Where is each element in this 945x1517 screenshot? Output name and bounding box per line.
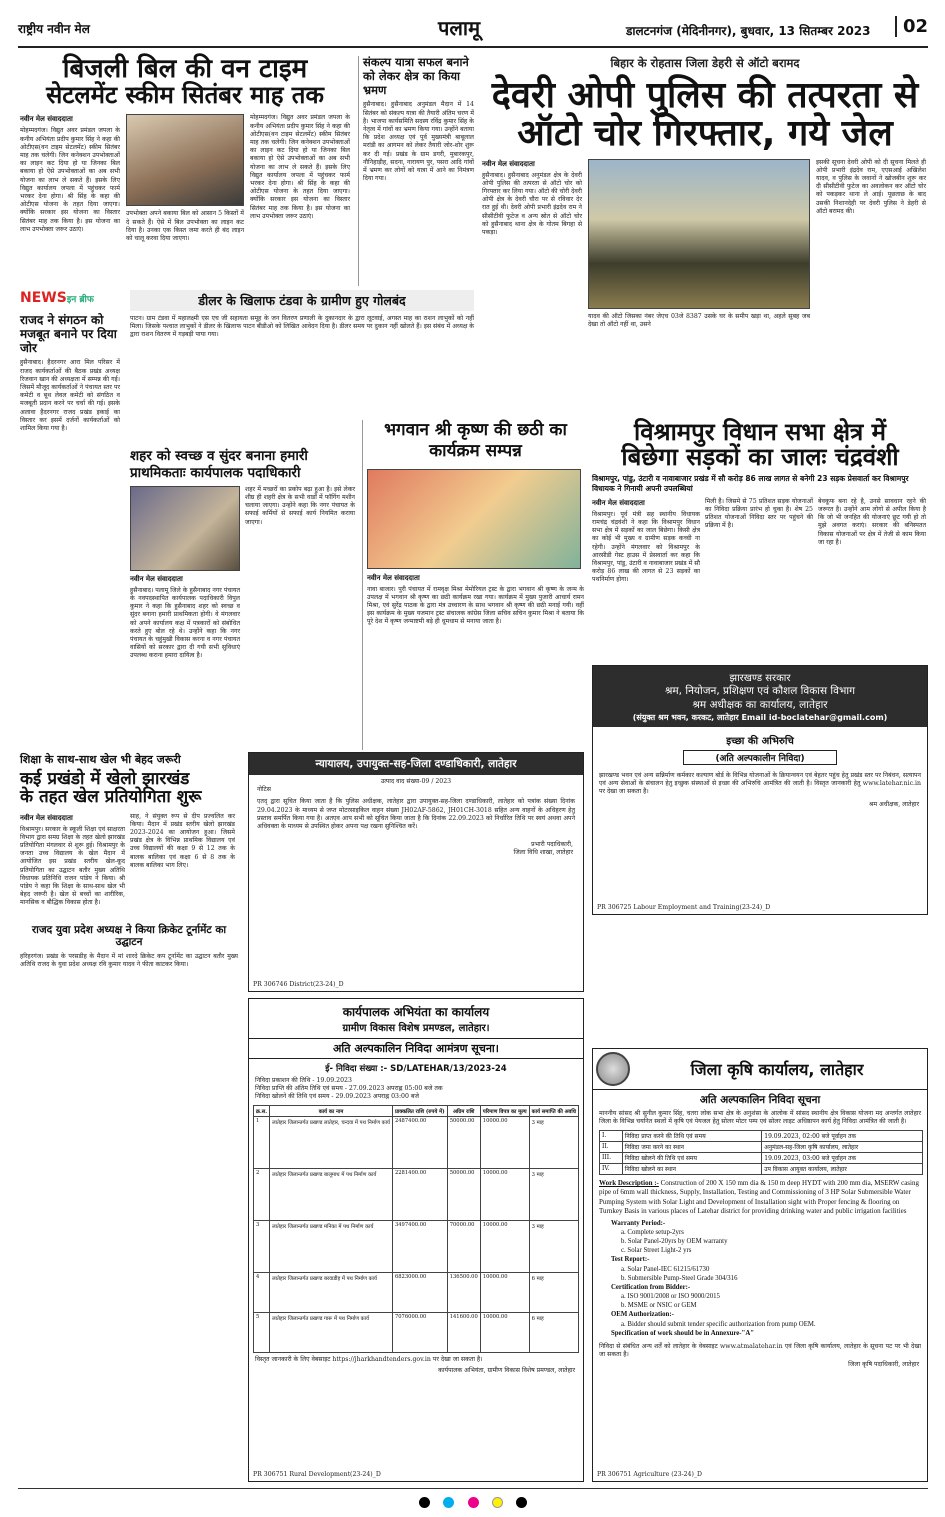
- headline: भगवान श्री कृष्ण की छठी का कार्यक्रम सम्पन्न: [384, 420, 567, 462]
- story-khelo-jharkhand: [20, 752, 238, 1482]
- registration-dot-magenta: [468, 1497, 479, 1508]
- ad-rural-tender: [248, 998, 584, 1482]
- body-text-3: बेवकूफ बना रहे है, उनसे सावधान रहने की जरूरत है। उन्होंने आम लोगो से अपील किया है कि जो भी जनहित की योजनाएं छूट गयी हो तो मुझे अवगत कराएं। सरकार की बनिस्पतत विकास योजनाओं पर क्षेत्र में तेजी से काम किया जा रहा है।: [818, 497, 926, 546]
- list-item: Warranty Period:-: [611, 1219, 666, 1227]
- ad-header: झारखण्ड सरकार श्रम, नियोजन, प्रशिक्षण एवं कौशल विकास विभाग श्रम अधीक्षक का कार्यालय, लातेहार (संयुक्त श्रम भवन, करकट, लातेहार Email id-boclatehar@gmail.com): [593, 666, 927, 727]
- body-text-2: मिली है। जिसमे से 75 प्रतिशत सड़क योजनाओं का निविदा प्रक्रिया प्रारंभ हो चुका है। शेष 25 प्रतिशत योजनाओं निविदा स्तर पर पहुंचने की प्रक्रिया में है।: [705, 497, 813, 530]
- ad-title: कार्यपालक अभियंता का कार्यालय: [342, 1005, 490, 1019]
- story-auto-chor: [482, 56, 928, 381]
- auto-photo: [588, 159, 810, 309]
- byline: नवीन मेल संवाददाता: [367, 572, 420, 582]
- table-row: 5 लातेहार जिलान्तर्गत प्रखण्ड गारू में पथ निर्माण कार्य 7076000.00 141600.00 10000.00 6 माह: [254, 1312, 579, 1352]
- registration-dot-yellow: [492, 1497, 503, 1508]
- headline: संकल्प यात्रा सफल बनाने को लेकर क्षेत्र का किया भ्रमण: [363, 55, 469, 97]
- body-text-2: इसकी सूचना देवरी ओपी को दी सूचना मिलते ही ओपी प्रभारी इंद्रदेव राम, एएसआई अखिलेश यादव, व पुलिस के जवानों ने खोजबीन शुरू कर दी सीसीटीवी फुटेज का अवलोकन कर ऑटो चोर को पकड़कर थाना ले आई। पूछताछ के बाद उसकी निशानदेही पर देवरी पुलिस ने डेहरी से ऑटो बरामद की।: [816, 158, 926, 215]
- list-item: Certification from Bidder:-: [611, 1283, 691, 1291]
- ad-body: एतद् द्वारा सूचित किया जाता है कि पुलिस अधीक्षक, लातेहार द्वारा उपायुक्त-सह-जिला दण्डाधिकारी, लातेहार को पत्रांक संख्या दिनांक 29.04.2023 के माध्यम से जप्त मोटरसाइकिल वाहन संख्या JH02AF-5862, JH01CH-3018 सहित अन्य वाहनों के अधिहरण हेतु प्रस्ताव समर्पित किया गया है। अतएव आप सभी को सूचित किया जाता है कि दिनांक 22.09.2023 को निर्धारित तिथि पर स्वयं अथवा अपने अधिवक्ता के माध्यम से उपस्थित होकर अपना पक्ष रखना सुनिश्चित करें।: [257, 798, 575, 830]
- ad-agriculture-tender: [592, 1048, 928, 1482]
- news-tag: NEWSइन ब्रीफ: [20, 290, 94, 306]
- headline: विश्रामपुर विधान सभा क्षेत्र में: [634, 418, 886, 446]
- headline: राजद ने संगठन को मजबूत बनाने पर दिया जोर: [20, 313, 117, 355]
- case-number: उत्पाद वाद संख्या-09 / 2023: [380, 778, 452, 785]
- registration-dot-cyan: [443, 1497, 454, 1508]
- registration-dot-black: [419, 1497, 430, 1508]
- body-text: नावा बाजार। पुरी पंचायत में रामवृक्ष मिश्रा मेमोरियल ट्रस्ट के द्वारा भगवान श्री कृष्ण के जन्म के उपलक्ष में भगवान श्री कृष्ण का छठी कार्यक्रम रखा गया। कार्यक्रम में मुख्य पुजारी आचार्य रामन मिश्रा, एवं सुरेंद्र पाठक के द्वारा मंत्र उच्चारण के साथ भगवान श्री कृष्ण की छठी मनाई गयी। वहीं इस कार्यक्रम के मुख्य यजमान ट्रस्ट संचालक कांग्रेस जिला सचिव सचिन कुमार मिश्रा ने बताया कि पूरे देश में कृष्ण जन्माष्टमी बड़े ही धूमधाम से मनाया जाता है।: [367, 585, 584, 626]
- page-name: पलामू: [438, 16, 481, 40]
- list-item: b. Solar Panel-20yrs by OEM warranty: [621, 1238, 728, 1246]
- ad-signature: कार्यपालक अभियंता, ग्रामीण विकास विशेष प्रमण्डल, लातेहार: [438, 1366, 575, 1374]
- byline: नवीन मेल संवाददाता: [20, 812, 73, 822]
- table-row: 3 लातेहार जिलान्तर्गत प्रखण्ड मनिका में पथ निर्माण कार्य 3497400.00 70000.00 10000.00 3 माह: [254, 1220, 579, 1272]
- body-text-2: साह, ने संयुक्त रूप से दीप प्रज्वलित कर किया। मैदान में प्रखंड स्तरीय खेलो झारखंड 2023-2024 का आयोजन हुआ। जिसमे प्रखंड क्षेत्र के विभिन्न प्राथमिक विद्यालय एवं उच्च विद्यालयों की कक्षा 9 से 12 तक के बालक बालिका एवं कक्षा 6 से 8 तक के बालक बालिका भाग लिए।: [130, 812, 235, 869]
- color-registration-bar: [18, 1488, 928, 1506]
- body-text-3: हरिहरगंज। प्रखंड के परसडीह के मैदान में मां शारदे क्रिकेट कप टूर्नामेंट का उद्घाटन बतौर मुख्य अतिथि राजद के युवा प्रदेश अध्यक्ष रवि कुमार यादव ने फीता काटकर किया।: [20, 952, 238, 968]
- kicker: बिहार के रोहतास जिला डेहरी से ऑटो बरामद: [610, 56, 800, 70]
- body-text: विश्रामपुर। सरकार के स्कूली शिक्षा एवं साक्षरता विभाग द्वारा समग्र शिक्षा के तहत खेलो झारखंड प्रतियोगिता मंगलवार से शुरू हुई। विश्रामपुर के जनता उच्च विद्यालय के खेल मैदान में आयोजित इस प्रखंड स्तरीय खेल-कूद प्रतियोगिता का उद्घाटन बतौर मुख्य अतिथि विधायक प्रतिनिधि राजन पांडेय ने किया। श्री पांडेय ने कहा कि शिक्षा के साथ-साथ खेल भी बेहद जरूरी है। खेल से बच्चों का शारीरिक, मानसिक व बौद्धिक विकास होता है।: [20, 825, 125, 907]
- headline: देवरी ओपी पुलिस की तत्परता से: [491, 75, 919, 116]
- table-row: 2 लातेहार जिलान्तर्गत प्रखण्ड बालूमाथ में पथ निर्माण कार्य 2281400.00 50000.00 10000.00 3 माह: [254, 1168, 579, 1220]
- list-item: c. Solar Street Light-2 yrs: [621, 1247, 692, 1255]
- byline: नवीन मेल संवाददाता: [130, 573, 183, 583]
- story-shahar-swachh: [130, 448, 355, 748]
- news-brief: [20, 290, 120, 750]
- ad-signature: श्रम अधीक्षक, लातेहार: [868, 800, 919, 808]
- headline: शहर को स्वच्छ व सुंदर बनाना हमारी प्राथमिकताः कार्यपालक पदाधिकारी: [130, 448, 308, 481]
- ad-intro: माननीय सांसद श्री सुनील कुमार सिंह, चतरा लोक सभा क्षेत्र के अनुशंसा के आलोक में सांसद स्थानीय क्षेत्र विकास योजना मद अन्तर्गत लातेहार जिला के विभिन्न चयनित स्थलों में कृषि एवं पेयजल हेतु सोलर मोटर पम्प एवं सोलर लाइट अधिष्ठापन कार्य हेतु निविदा आमंत्रित की जाती है।: [599, 1110, 921, 1126]
- ad-subtitle: अति अल्पकालिन निविदा सूचना: [699, 1094, 821, 1106]
- story-vishrampur-sadak: [592, 420, 928, 660]
- dateline: डालटनगंज (मेदिनीनगर), बुधवार, 13 सितम्बर 2023: [626, 24, 871, 38]
- headline: कई प्रखंडो में खेलो झारखंड: [20, 769, 190, 789]
- ad-pr-number: PR 306751 Rural Development(23-24)_D: [253, 1470, 381, 1478]
- ad-subtitle: (अति अल्पकालीन निविदा): [683, 750, 837, 765]
- kicker: शिक्षा के साथ-साथ खेल भी बेहद जरूरी: [20, 753, 181, 766]
- official-photo: [130, 486, 240, 571]
- list-item: OEM Authorization:-: [611, 1311, 674, 1319]
- ad-pr-number: PR 306725 Labour Employment and Training(23-24)_D: [597, 903, 771, 911]
- body-text-2: शहर में मच्छरों का प्रकोप बढ़ा हुआ है। इसे लेकर शीघ्र ही शहरी क्षेत्र के सभी वार्डों में फॉगिंग मशीन चलाया जाएगा। उन्होंने कहा कि नगर पंचायत के सफाई कर्मियों से सफाई कार्य नियमित कराया जाएगा।: [245, 485, 355, 526]
- table-row: 1 लातेहार जिलान्तर्गत प्रखण्ड लातेहार, चन्दवा में पथ निर्माण कार्य 2487400.00 50000.00 10000.00 3 माह: [254, 1116, 579, 1168]
- portrait-photo: [126, 114, 244, 206]
- table-row: II. निविदा जमा करने का स्थान अनुमंडल-सह-जिला कृषि कार्यालय, लातेहार: [600, 1142, 923, 1153]
- signature-2: जिला विधि शाखा, लातेहार: [513, 849, 573, 857]
- story-sankalp-yatra: [358, 56, 474, 286]
- body-text: हुसैनाबाद। हुसैनाबाद अनुमंडल मैदान में 14 सितंबर को संकल्प यात्रा की तैयारी अंतिम चरण में है। भाजपा कार्यसमिति सदस्य रविंद्र कुमार सिंह के नेतृत्व में गांवों का भ्रमण किया गया। उन्होंने बताया कि प्रदेश अध्यक्ष एवं पूर्व मुख्यमंत्री बाबूलाल मरांडी का आगमन को लेकर तैयारी जोर-शोर शुरू कर दी गई। प्रखंड के ग्राम डगरी, मुबारकपुर, नौनिहाड़ीह, सदना, नारायण पुर, पसरा आदि गांवों में भ्रमण कर लोगों को यात्रा में आने का निमंत्रण दिया गया।: [363, 101, 474, 183]
- ad-title: इच्छा की अभिरुचि: [726, 736, 794, 747]
- photo-caption: यादव की ऑटो जिसका नंबर जेएच 03जे 8387 उसके घर के समीप खड़ा था, अहले सुबह जब देखा तो ऑटो नहीं था, उसने: [588, 312, 810, 328]
- story-dealer: [130, 290, 474, 440]
- list-item: b. Submersible Pump-Steel Grade 304/316: [621, 1274, 738, 1282]
- tender-footer: विस्तृत जानकारी के लिए वेबसाइट https://jharkhandtenders.gov.in पर देखा जा सकता है।: [255, 1355, 483, 1363]
- body-text: हुसैनाबाद। हैदरनगर आरा मिल परिसर में राजद कार्यकर्ताओं की बैठक प्रखंड अध्यक्ष रिजवान खान की अध्यक्षता में सम्पन्न की गई। जिसमें मौजूद कार्यकर्ताओं ने पंचायत स्तर पर कमेटी व बूथ लेवल कमेटी को संगठित व मजबूती प्रदान करने पर चर्चा की गई। इसके अलावा हैदरनगर राजद प्रखंड इकाई का विस्तार कर इसमें दर्जनों कार्यकर्ताओं को शामिल किया गया है।: [20, 359, 120, 432]
- headline: डीलर के खिलाफ टंडवा के ग्रामीण हुए गोलबंद: [130, 290, 474, 311]
- deck: विश्रामपुर, पांडु, उंटारी व नावाबाजार प्रखंड में सौ करोड़ 86 लाख लागत से बनेगी 23 सड़क प्रेसवार्ता कर विश्रामपुर विधायक ने गिनायी अपनी उपलब्धियां: [592, 474, 909, 494]
- subhead: राजद युवा प्रदेश अध्यक्ष ने किया क्रिकेट टूर्नामेंट का उद्घाटन: [31, 923, 227, 949]
- list-item: a. Solar Panel-IEC 61215/61730: [621, 1265, 710, 1273]
- story-bijli-bill: [20, 56, 350, 286]
- tender-info: निविदा प्रकाशन की तिथि - 19.09.2023 निविदा प्राप्ति की अंतिम तिथि एवं समय - 27.09.2023 अपराह्न 05:00 बजे तक निविदा खोलने की तिथि एवं समय - 29.09.2023 अपराह्न 03:00 बजे: [255, 1077, 443, 1101]
- list-item: Specification of work should be in Annexure-"A": [611, 1329, 754, 1337]
- ad-title: जिला कृषि कार्यालय, लातेहार: [690, 1060, 864, 1079]
- ad-subtitle: ग्रामीण विकास विशेष प्रमण्डल, लातेहार।: [342, 1023, 490, 1034]
- ad-court-notice: [248, 752, 584, 992]
- ad-pr-number: PR 306751 Agriculture (23-24)_D: [597, 1470, 702, 1478]
- body-text: विश्रामपुर। पूर्व मंत्री सह स्थानीय विधायक रामचंद्र चंद्रवंशी ने कहा कि विश्रामपुर विधान सभा क्षेत्र में सड़कों का जाल बिछेगा। किसी क्षेत्र का कोई भी मुख्य व ग्रामीण सड़क कच्ची ना रहेगी। उन्होंने मंगलवार को विश्रामपुर के आरसीडी गेस्ट हाउस में प्रेसवार्ता कर कहा कि विश्रामपुर, पांडु, उंटारी व नावाबाजार प्रखंड में सौ करोड़ 86 लाख की लागत से 23 सड़कों का पथनिर्माण होगा।: [592, 510, 700, 584]
- body-text: पाटन। ग्राम टंडवा में महालक्ष्मी एस एच जी सहायता समूह के जन वितरण प्रणाली के दुकानदार के द्वारा लूटवाई, अगस्त माह का राशन लाभुकों को नहीं मिला। जिसके पश्चात लाभुकों ने डीलर के खिलाफ पाटन बीडीओ को लिखित आवेदन दिया है। डीलर समय पर दुकान नहीं खोलते हैं। इस संबंध में अध्यक्ष के द्वारा राशन वितरण में गड़बड़ी पाया गया।: [130, 315, 474, 339]
- list-item: a. Complete setup-2yrs: [621, 1228, 684, 1236]
- table-row: 4 लातेहार जिलान्तर्गत प्रखण्ड बरवाडीह में पथ निर्माण कार्य 6823000.00 136500.00 10000.00 6 माह: [254, 1272, 579, 1312]
- ad-pr-number: PR 306746 District(23-24)_D: [253, 980, 344, 988]
- ad-header: न्यायालय, उपायुक्त-सह-जिला दण्डाधिकारी, लातेहार: [249, 753, 583, 775]
- ad-labour-department: [592, 665, 928, 915]
- body-text: हुसैनाबाद। हुसैनाबाद अनुमंडल क्षेत्र के देवरी ओपी पुलिस की तत्परता से ऑटो चोर को गिरफ्तार कर लिया गया। ऑटो की चोरी देवरी ओपी क्षेत्र के देवरी चौरा पर से रविवार देर रात हुई थी। देवरी ओपी प्रभारी इंद्रदेव राम ने सीसीटीवी फुटेज व अन्य स्रोत से ऑटो चोर को हुसैनाबाद थाना क्षेत्र के गोतम बिगहा से पकड़ा।: [482, 171, 582, 236]
- headline-line2: सेटलमेंट स्कीम सितंबर माह तक: [46, 81, 324, 110]
- body-text-2: उपभोक्ता अपने बकाया बिल को आसान 5 किस्तों में दे सकते हैं। ऐसे में बिल उपभोक्ता का लाइन कट दिया है। उनका एक किस्त जमा करते ही बंद लाइन को चालू करवा दिया जाएगा।: [126, 210, 244, 243]
- registration-dot-black-2: [516, 1497, 527, 1508]
- table-row: IV. निविदा खोलने का स्थान उप विकास आयुक्त कार्यालय, लातेहार: [600, 1164, 923, 1175]
- masthead: [18, 8, 928, 48]
- spec-list: [593, 1216, 927, 1341]
- tender-ref: ई- निविदा संख्या :- SD/LATEHAR/13/2023-24: [325, 1064, 507, 1074]
- notice-label: नोटिस: [257, 786, 271, 794]
- table-row: III. निविदा खोलने की तिथि एवं समय 19.09.2023, 03:00 बजे पूर्वाहन तक: [600, 1153, 923, 1164]
- schedule-table: [599, 1130, 923, 1175]
- list-item: a. ISO 9001/2008 or ISO 9000/2015: [621, 1293, 720, 1301]
- body-text: हुसैनाबाद। पलामू जिले के हुसैनाबाद नगर पंचायत के नवपदस्थापित कार्यपालक पदाधिकारी विपुल कुमार ने कहा कि हुसैनाबाद शहर को स्वच्छ व सुंदर बनाना हमारी प्राथमिकता होगी। वे मंगलवार को अपने कार्यालय कक्ष में पत्रकारों को संबोधित करते हुए बोल रहे थे। उन्होंने कहा कि नगर पंचायत के चहुंमुखी विकास करना व नगर पंचायत वासियों को सरकार द्वारा दी गयी सभी सुविधाएं उपलब्ध कराना हमारा दायित्व है।: [130, 586, 240, 660]
- event-photo: [367, 469, 581, 569]
- headline-line2: के तहत खेल प्रतियोगिता शुरू: [20, 786, 202, 807]
- byline: नवीन मेल संवाददाता: [482, 158, 535, 168]
- table-row: I. निविदा प्राप्त करने की तिथि एवं समय 19.09.2023, 02:00 बजे पूर्वाहन तक: [600, 1131, 923, 1142]
- signature-1: प्रभारी पदाधिकारी,: [531, 841, 573, 849]
- body-text-3: मोहम्मदगंज। विद्युत अवर प्रमंडल जपला के कनीय अभियंता प्रदीप कुमार सिंह ने कहा की ओटीएस(वन टाइम सेटलमेंट) स्कीम सितंबर माह तक चलेगी। जिन कनेक्शन उपभोक्ताओं का लाइन कट दिया हो या जिनका बिल बकाया हो ऐसे उपभोक्ताओं का अब सभी योजना का लाभ ले सकते हैं। इसके लिए विद्युत कार्यालय जपला में पहुंचकर फार्म भरकर देना होगा। श्री सिंह के कहा की ओटीएस योजना के तहत दिया जाएगा। क्योंकि सरकार इस योजना का विस्तार सितंबर माह तक किया है। इस योजना का लाभ उपभोक्ता जरूर उठाएं।: [250, 114, 350, 220]
- body-text: मोहम्मदगंज। विद्युत अवर प्रमंडल जपला के कनीय अभियंता प्रदीप कुमार सिंह ने कहा की ओटीएस(वन टाइम सेटलमेंट) स्कीम सितंबर माह तक चलेगी। जिन कनेक्शन उपभोक्ताओं का लाइन कट दिया हो या जिनका बिल बकाया हो ऐसे उपभोक्ताओं का अब सभी योजना का लाभ ले सकते हैं। इसके लिए विद्युत कार्यालय जपला में पहुंचकर फार्म भरकर देना होगा। श्री सिंह के कहा की ओटीएस योजना के तहत दिया जाएगा। क्योंकि सरकार इस योजना का विस्तार सितंबर माह तक किया है। इस योजना का लाभ उपभोक्ता जरूर उठाएं।: [20, 127, 120, 233]
- headline: बिजली बिल की वन टाइम: [62, 54, 308, 84]
- list-item: a. Bidder should submit tender specific authorization from pump OEM.: [621, 1320, 816, 1328]
- ad-notice-heading: अति अल्पकालिन निविदा आमंत्रण सूचना।: [249, 1038, 583, 1059]
- work-description: Work Description :- Construction of 200 X 150 mm dia & 150 m deep HYDT with 200 mm dia, MSERW casing pipe of 6mm wall thickness, Supply, Installation, Testing and Commissioning of 3 HP Solar Submersible Water Pumping System with Solar Light and Development of Installation sight with Proper fencing & flooring on Turnkey Basis in various places of Latehar district for providing drinking water and public irrigation facilities: [599, 1179, 919, 1215]
- list-item: Test Report:-: [611, 1256, 650, 1264]
- headline-line2: ऑटो चोर गिरफ्तार, गये जेल: [517, 112, 893, 154]
- emblem-icon: [596, 1052, 630, 1086]
- brand-name: राष्ट्रीय नवीन मेल: [18, 22, 90, 36]
- tender-table: क्र.स. कार्य का नाम प्राक्कलित राशि (रुपये में) अग्रिम राशि परिमाण विपत्र का मूल्य कार्य समाप्ति की अवधि 1 लातेहार जिलान्तर्गत प्रखण्ड लातेहार, चन्दवा में पथ निर्माण कार्य 2487400.00 50000.00 10000.00 3 माह 2 लातेहार जिलान्तर्गत प्रखण्ड बालूमाथ में पथ निर्माण कार्य 2281400.00 50000.00 10000.00 3 माह 3 लातेहार जिलान्तर्गत प्रखण्ड मनिका में पथ निर्माण कार्य 3497400.00 70000.00 10000.00 3 माह 4 लातेहार जिलान्तर्गत प्रखण्ड बरवाडीह में पथ निर्माण कार्य 6823000.00 136500.00 10000.00 6 माह 5 लातेहार जिलान्तर्गत प्रखण्ड गारू में पथ निर्माण कार्य 7076000.00 141600.00 10000.00 6 माह: [253, 1105, 579, 1353]
- byline: नवीन मेल संवाददाता: [592, 497, 645, 507]
- byline: नवीन मेल संवाददाता: [20, 114, 73, 124]
- story-krishna-chhathi: [362, 420, 584, 750]
- headline-line2: बिछेगा सड़कों का जालः चंद्रवंशी: [621, 443, 899, 472]
- ad-body: झारखण्ड भवन एवं अन्य सन्निर्माण कर्मकार कल्याण बोर्ड के विभिन्न योजनाओं के क्रियान्वयन एवं बेहतर पहुंच हेतु प्रखंड स्तर पर निबंधन, सत्यापन एवं अन्य सेवाओं के संचालन हेतु इच्छुक संस्थाओं से इच्छा की अभिरुचि आमंत्रित की जाती है। विस्तृत जानकारी हेतु www.latehar.nic.in पर देखा जा सकता है।: [599, 772, 921, 796]
- ad-signature: जिला कृषि पदाधिकारी, लातेहार: [848, 1361, 919, 1369]
- ad-note: निविदा से संबंधित अन्य शर्तें को लातेहार के वेबसाइट www.atmalatehar.in एवं जिला कृषि कार्यालय, लातेहार के सूचना पट पर भी देखा जा सकता है।: [599, 1342, 921, 1359]
- list-item: b. MSME or NSIC or GEM: [621, 1302, 697, 1310]
- page-number: 02: [895, 16, 928, 37]
